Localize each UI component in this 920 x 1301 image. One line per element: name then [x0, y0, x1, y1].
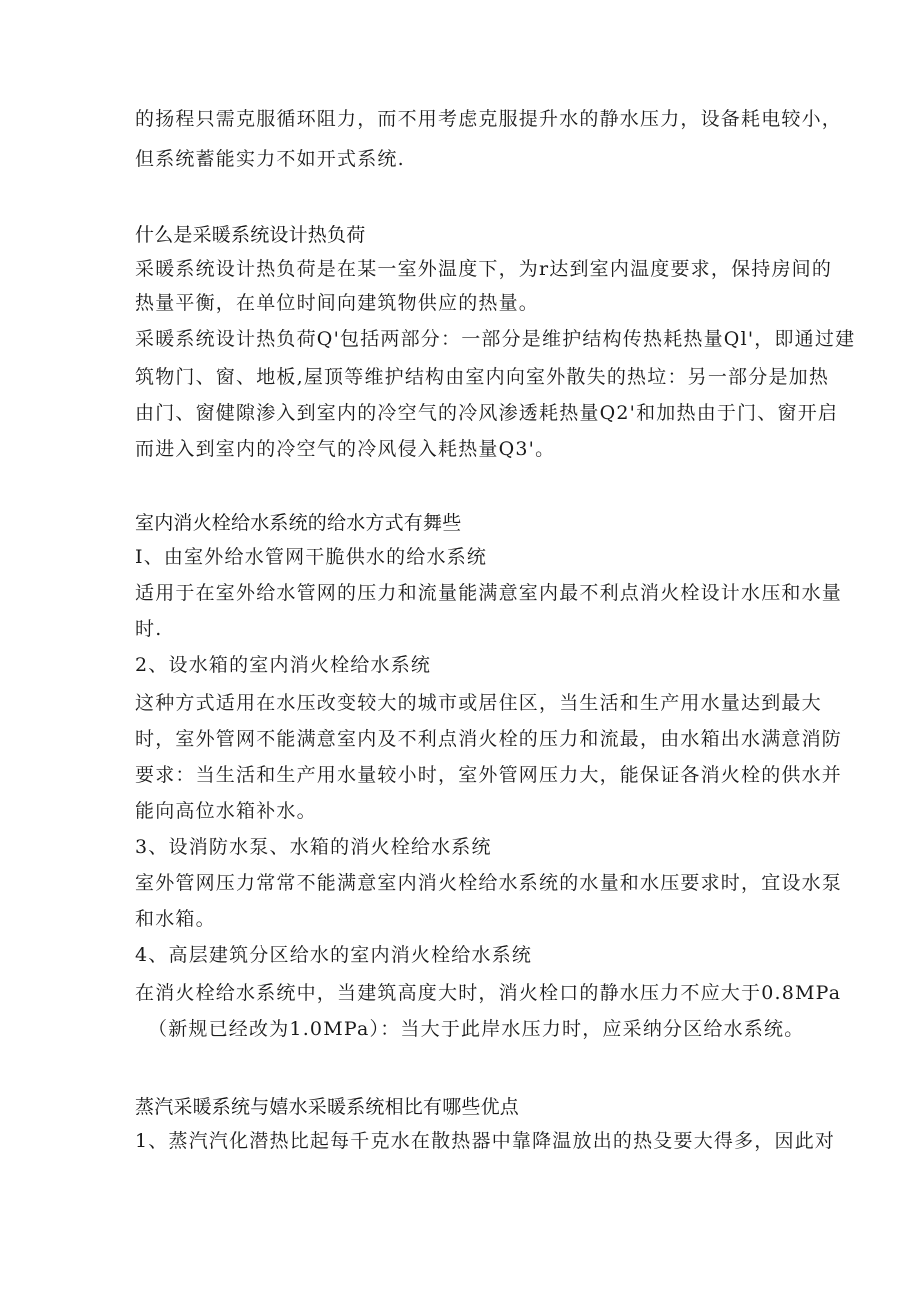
section-heading-steam-heating: 蒸汽采暖系统与嬉水采暖系统相比有哪些优点 [135, 1096, 520, 1118]
list-item-heading: 1、蒸汽汽化潜热比起每千克水在散热器中靠降温放出的热殳要大得多，因此对 [135, 1130, 836, 1152]
paragraph-line: 而进入到室内的冷空气的冷风侵入耗热量Q3'。 [135, 438, 556, 460]
paragraph-line: 要求：当生活和生产用水量较小时，室外管网压力大，能保证各消火栓的供水并 [135, 764, 843, 786]
paragraph-line: 能向高位水箱补水。 [135, 800, 317, 822]
intro-line-1: 的扬程只需克服循环阻力，而不用考虑克服提升水的静水压力，设备耗电较小， [135, 108, 843, 130]
paragraph-line: 室外管网压力常常不能满意室内消火栓给水系统的水量和水压要求时，宜设水泵 [135, 872, 843, 894]
paragraph-line: 筑物门、窗、地板,屋顶等维护结构由室内向室外散失的热垃：另一部分是加热 [135, 366, 830, 388]
list-item-heading: I、由室外给水管网干脆供水的给水系统 [135, 546, 488, 568]
paragraph-line: 由门、窗健隙渗入到室内的冷空气的冷风渗透耗热量Q2'和加热由于门、窗开启 [135, 402, 839, 424]
intro-line-2: 但系统蓄能实力不如开式系统. [135, 148, 405, 170]
paragraph-line: 在消火栓给水系统中，当建筑高度大时，消火栓口的静水压力不应大于0.8MPa [135, 982, 842, 1004]
paragraph-line: 这种方式适用在水压改变较大的城市或居住区，当生活和生产用水量达到最大 [135, 692, 822, 714]
paragraph-line: 和水箱。 [135, 908, 216, 930]
paragraph-line: 时，室外管网不能满意室内及不利点消火栓的压力和流最，由水箱出水满意消防 [135, 728, 843, 750]
paragraph-line: 采暖系统设计热负荷Q'包括两部分：一部分是维护结构传热耗热量Ql'，即通过建 [135, 328, 856, 350]
list-item-heading: 4、高层建筑分区给水的室内消火栓给水系统 [135, 944, 533, 966]
list-item-heading: 3、设消防水泵、水箱的消火栓给水系统 [135, 836, 492, 858]
paragraph-line: （新规已经改为1.0MPa）：当大于此岸水压力时，应采纳分区给水系统。 [148, 1018, 805, 1040]
paragraph-line: 适用于在室外给水管网的压力和流量能满意室内最不利点消火栓设计水压和水量 [135, 582, 843, 604]
section-heading-heat-load: 什么是采暖系统设计热负荷 [135, 224, 366, 246]
section-heading-fire-hydrant: 室内消火栓给水系统的给水方式有舞些 [135, 512, 462, 534]
paragraph-line: 采暖系统设计热负荷是在某一室外温度下，为r达到室内温度要求，保持房间的 [135, 258, 833, 280]
paragraph-line: 时. [135, 618, 163, 640]
list-item-heading: 2、设水箱的室内消火栓给水系统 [135, 654, 432, 676]
paragraph-line: 热量平衡，在单位时间向建筑物供应的热量。 [135, 292, 540, 314]
